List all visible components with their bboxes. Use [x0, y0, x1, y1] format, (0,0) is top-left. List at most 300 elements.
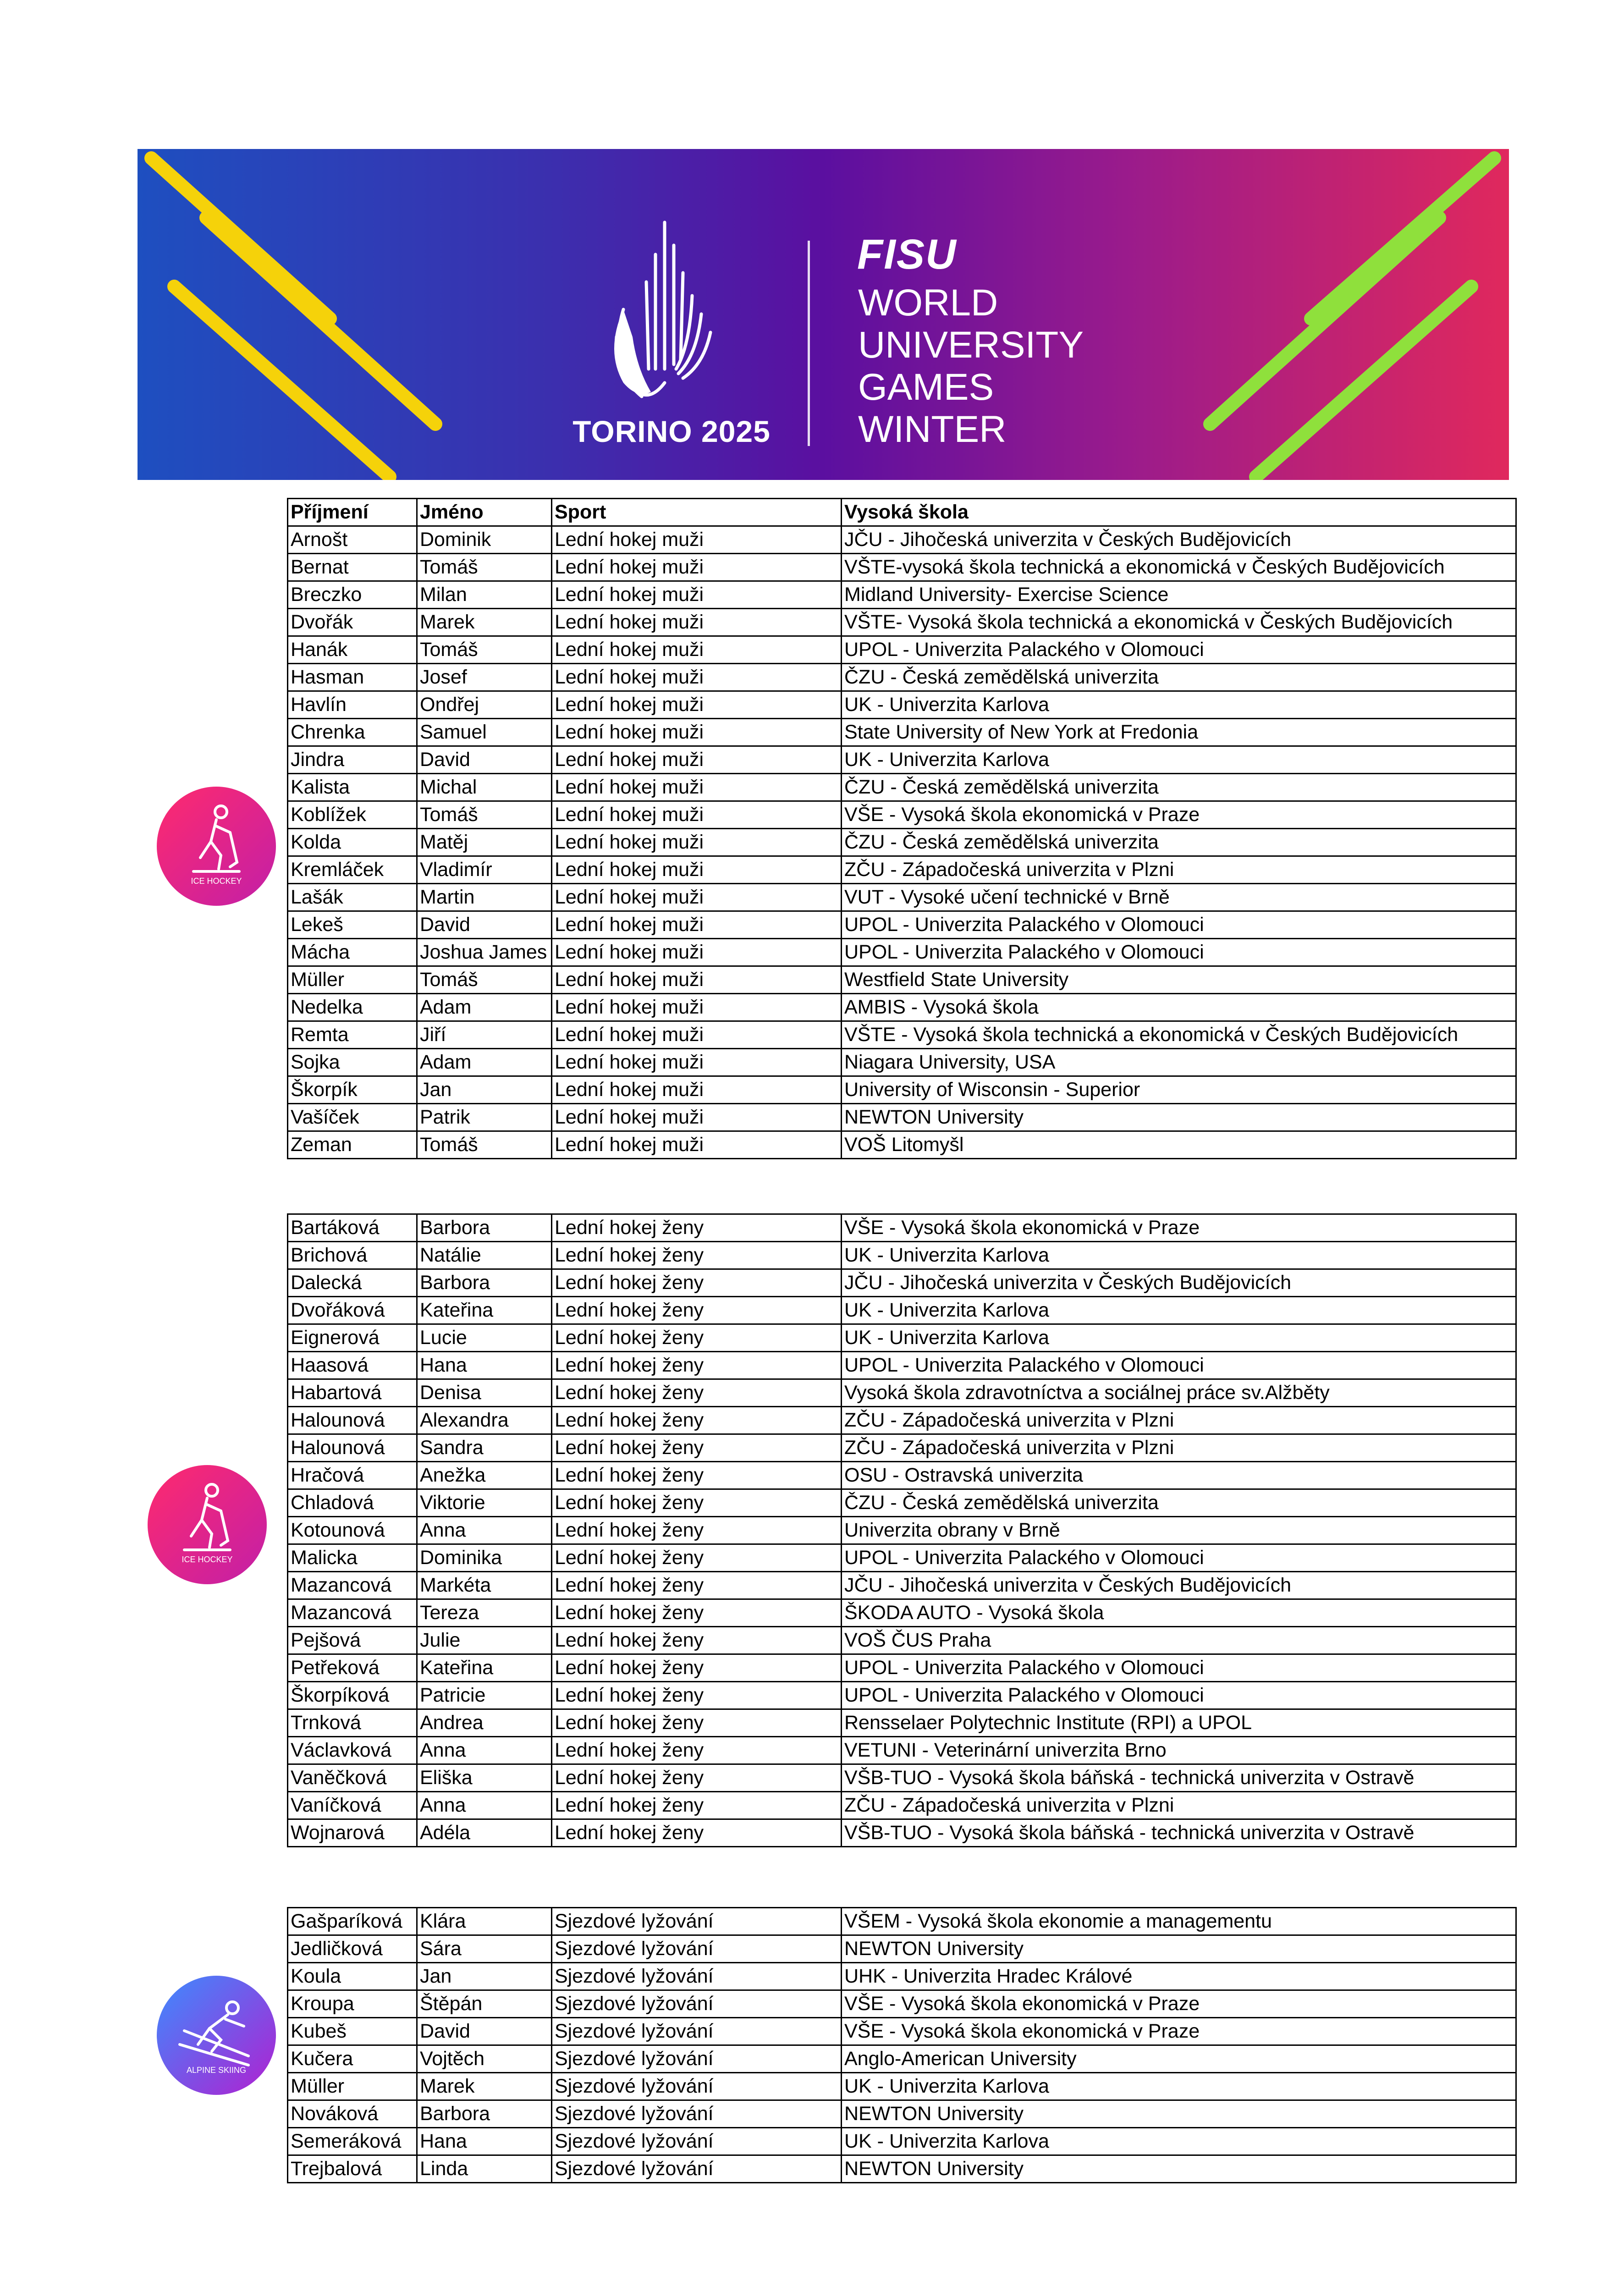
- cell-sport: Sjezdové lyžování: [552, 2100, 842, 2128]
- cell-surname: Dvořáková: [288, 1297, 417, 1324]
- cell-sport: Lední hokej ženy: [552, 1379, 842, 1407]
- cell-university: UK - Univerzita Karlova: [842, 1242, 1516, 1269]
- cell-university: Rensselaer Polytechnic Institute (RPI) a UPOL: [842, 1709, 1516, 1737]
- banner-stripes: [138, 149, 1509, 480]
- table-row: [288, 609, 1516, 636]
- cell-university: UPOL - Univerzita Palackého v Olomouci: [842, 1654, 1516, 1682]
- cell-sport: Lední hokej ženy: [552, 1269, 842, 1297]
- cell-name: Jiří: [417, 1021, 552, 1049]
- cell-surname: Kubeš: [288, 2018, 417, 2045]
- cell-name: Adéla: [417, 1819, 552, 1847]
- cell-university: VŠB-TUO - Vysoká škola báňská - technická univerzita v Ostravě: [842, 1764, 1516, 1792]
- table-row: [288, 526, 1516, 554]
- cell-sport: Lední hokej muži: [552, 939, 842, 966]
- cell-surname: Trejbalová: [288, 2155, 417, 2183]
- torino-emblem-icon: [596, 218, 733, 410]
- cell-surname: Pejšová: [288, 1627, 417, 1654]
- cell-university: ČZU - Česká zemědělská univerzita: [842, 1489, 1516, 1517]
- cell-name: Sára: [417, 1935, 552, 1963]
- cell-surname: Jedličková: [288, 1935, 417, 1963]
- cell-sport: Sjezdové lyžování: [552, 1908, 842, 1935]
- cell-sport: Lední hokej muži: [552, 884, 842, 911]
- games-line-4: WINTER: [858, 408, 1007, 450]
- cell-sport: Sjezdové lyžování: [552, 2073, 842, 2100]
- cell-surname: Zeman: [288, 1131, 417, 1159]
- cell-name: David: [417, 746, 552, 774]
- alpine-skiing-badge-label: ALPINE SKIING: [186, 2066, 247, 2075]
- cell-university: VŠE - Vysoká škola ekonomická v Praze: [842, 1214, 1516, 1242]
- cell-surname: Vaněčková: [288, 1764, 417, 1792]
- cell-name: Sandra: [417, 1434, 552, 1462]
- cell-sport: Lední hokej muži: [552, 1076, 842, 1104]
- cell-university: UK - Univerzita Karlova: [842, 691, 1516, 719]
- cell-sport: Lední hokej ženy: [552, 1462, 842, 1489]
- cell-name: Markéta: [417, 1572, 552, 1599]
- cell-name: Hana: [417, 2128, 552, 2155]
- cell-surname: Remta: [288, 1021, 417, 1049]
- table-row: [288, 2100, 1516, 2128]
- cell-sport: Lední hokej ženy: [552, 1214, 842, 1242]
- table-row: [288, 1352, 1516, 1379]
- cell-university: Midland University- Exercise Science: [842, 581, 1516, 609]
- header-university: Vysoká škola: [842, 499, 1516, 526]
- cell-sport: Lední hokej ženy: [552, 1407, 842, 1434]
- cell-surname: Vašíček: [288, 1104, 417, 1131]
- table-row: [288, 1407, 1516, 1434]
- cell-name: Denisa: [417, 1379, 552, 1407]
- cell-surname: Mácha: [288, 939, 417, 966]
- cell-name: Eliška: [417, 1764, 552, 1792]
- skiing-table-body: [288, 1908, 1516, 2183]
- cell-surname: Kučera: [288, 2045, 417, 2073]
- cell-sport: Lední hokej ženy: [552, 1489, 842, 1517]
- cell-surname: Bernat: [288, 554, 417, 581]
- cell-sport: Lední hokej muži: [552, 691, 842, 719]
- cell-surname: Chladová: [288, 1489, 417, 1517]
- cell-surname: Hasman: [288, 664, 417, 691]
- cell-name: Barbora: [417, 1214, 552, 1242]
- cell-name: Kateřina: [417, 1297, 552, 1324]
- cell-university: ČZU - Česká zemědělská univerzita: [842, 829, 1516, 856]
- cell-name: Tomáš: [417, 554, 552, 581]
- cell-surname: Haasová: [288, 1352, 417, 1379]
- cell-surname: Nedelka: [288, 994, 417, 1021]
- ice-hockey-women-badge-label: ICE HOCKEY: [182, 1555, 233, 1564]
- cell-sport: Lední hokej ženy: [552, 1654, 842, 1682]
- cell-sport: Lední hokej ženy: [552, 1297, 842, 1324]
- cell-sport: Lední hokej ženy: [552, 1517, 842, 1544]
- table-row: [288, 1462, 1516, 1489]
- cell-name: Vladimír: [417, 856, 552, 884]
- table-row: [288, 1990, 1516, 2018]
- cell-university: UK - Univerzita Karlova: [842, 2073, 1516, 2100]
- games-line-2: UNIVERSITY: [858, 324, 1084, 366]
- cell-sport: Lední hokej muži: [552, 966, 842, 994]
- cell-name: Klára: [417, 1908, 552, 1935]
- table-row: [288, 884, 1516, 911]
- men-table-body: [288, 526, 1516, 1159]
- table-row: [288, 1682, 1516, 1709]
- cell-university: UPOL - Univerzita Palackého v Olomouci: [842, 1682, 1516, 1709]
- table-row: [288, 1654, 1516, 1682]
- cell-university: UPOL - Univerzita Palackého v Olomouci: [842, 911, 1516, 939]
- cell-name: Tomáš: [417, 1131, 552, 1159]
- cell-name: Marek: [417, 609, 552, 636]
- games-line-3: GAMES: [858, 366, 994, 408]
- table-row: [288, 1489, 1516, 1517]
- alpine-skiing-badge: [157, 1976, 276, 2095]
- cell-university: UK - Univerzita Karlova: [842, 746, 1516, 774]
- cell-name: Tereza: [417, 1599, 552, 1627]
- cell-sport: Sjezdové lyžování: [552, 2045, 842, 2073]
- table-row: [288, 2073, 1516, 2100]
- cell-surname: Koula: [288, 1963, 417, 1990]
- table-row: [288, 1627, 1516, 1654]
- cell-surname: Arnošt: [288, 526, 417, 554]
- cell-name: Viktorie: [417, 1489, 552, 1517]
- cell-sport: Sjezdové lyžování: [552, 1935, 842, 1963]
- cell-name: Kateřina: [417, 1654, 552, 1682]
- cell-surname: Brichová: [288, 1242, 417, 1269]
- cell-surname: Škorpík: [288, 1076, 417, 1104]
- cell-university: UHK - Univerzita Hradec Králové: [842, 1963, 1516, 1990]
- table-header-row: [288, 499, 1516, 526]
- ice-hockey-men-badge: [157, 787, 276, 906]
- cell-sport: Lední hokej muži: [552, 856, 842, 884]
- cell-surname: Vaníčková: [288, 1792, 417, 1819]
- cell-name: Vojtěch: [417, 2045, 552, 2073]
- cell-name: Lucie: [417, 1324, 552, 1352]
- cell-sport: Lední hokej muži: [552, 994, 842, 1021]
- header-name: Jméno: [417, 499, 552, 526]
- cell-name: Joshua James: [417, 939, 552, 966]
- cell-sport: Lední hokej ženy: [552, 1352, 842, 1379]
- cell-university: UK - Univerzita Karlova: [842, 1324, 1516, 1352]
- table-row: [288, 1269, 1516, 1297]
- cell-sport: Lední hokej muži: [552, 526, 842, 554]
- cell-sport: Sjezdové lyžování: [552, 2155, 842, 2183]
- cell-university: VŠE - Vysoká škola ekonomická v Praze: [842, 1990, 1516, 2018]
- table-row: [288, 1935, 1516, 1963]
- cell-name: Štěpán: [417, 1990, 552, 2018]
- games-line-1: WORLD: [858, 282, 998, 324]
- cell-name: Jan: [417, 1076, 552, 1104]
- table-row: [288, 1517, 1516, 1544]
- cell-university: VETUNI - Veterinární univerzita Brno: [842, 1737, 1516, 1764]
- cell-name: Anežka: [417, 1462, 552, 1489]
- table-row: [288, 1819, 1516, 1847]
- cell-surname: Sojka: [288, 1049, 417, 1076]
- table-row: [288, 829, 1516, 856]
- cell-sport: Lední hokej muži: [552, 801, 842, 829]
- ice-hockey-icon: [157, 787, 276, 906]
- cell-sport: Lední hokej ženy: [552, 1599, 842, 1627]
- cell-name: Barbora: [417, 2100, 552, 2128]
- cell-sport: Lední hokej muži: [552, 1021, 842, 1049]
- cell-university: VŠE - Vysoká škola ekonomická v Praze: [842, 2018, 1516, 2045]
- cell-name: Andrea: [417, 1709, 552, 1737]
- table-row: [288, 1021, 1516, 1049]
- cell-name: Patrik: [417, 1104, 552, 1131]
- alpine-skiing-icon: [157, 1976, 276, 2095]
- table-row: [288, 664, 1516, 691]
- cell-sport: Lední hokej muži: [552, 746, 842, 774]
- table-row: [288, 1214, 1516, 1242]
- cell-name: Michal: [417, 774, 552, 801]
- cell-surname: Kalista: [288, 774, 417, 801]
- cell-university: VOŠ ČUS Praha: [842, 1627, 1516, 1654]
- cell-sport: Lední hokej ženy: [552, 1682, 842, 1709]
- cell-surname: Mazancová: [288, 1599, 417, 1627]
- ice-hockey-men-badge-label: ICE HOCKEY: [191, 876, 242, 886]
- cell-name: Barbora: [417, 1269, 552, 1297]
- cell-sport: Lední hokej muži: [552, 1049, 842, 1076]
- cell-surname: Škorpíková: [288, 1682, 417, 1709]
- cell-surname: Halounová: [288, 1434, 417, 1462]
- cell-surname: Mazancová: [288, 1572, 417, 1599]
- table-row: [288, 774, 1516, 801]
- cell-surname: Kotounová: [288, 1517, 417, 1544]
- cell-surname: Wojnarová: [288, 1819, 417, 1847]
- cell-name: Samuel: [417, 719, 552, 746]
- cell-name: Tomáš: [417, 966, 552, 994]
- event-name: TORINO 2025: [573, 414, 771, 448]
- cell-name: Dominik: [417, 526, 552, 554]
- cell-university: Westfield State University: [842, 966, 1516, 994]
- cell-university: VŠTE - Vysoká škola technická a ekonomická v Českých Budějovicích: [842, 1021, 1516, 1049]
- cell-name: Julie: [417, 1627, 552, 1654]
- cell-sport: Lední hokej ženy: [552, 1792, 842, 1819]
- cell-university: ČZU - Česká zemědělská univerzita: [842, 664, 1516, 691]
- cell-surname: Lekeš: [288, 911, 417, 939]
- cell-sport: Lední hokej muži: [552, 1131, 842, 1159]
- table-row: [288, 856, 1516, 884]
- table-row: [288, 1242, 1516, 1269]
- table-row: [288, 2045, 1516, 2073]
- cell-surname: Lašák: [288, 884, 417, 911]
- cell-name: David: [417, 2018, 552, 2045]
- cell-sport: Lední hokej muži: [552, 1104, 842, 1131]
- cell-university: Univerzita obrany v Brně: [842, 1517, 1516, 1544]
- cell-name: Ondřej: [417, 691, 552, 719]
- cell-surname: Jindra: [288, 746, 417, 774]
- table-row: [288, 1104, 1516, 1131]
- cell-name: Tomáš: [417, 801, 552, 829]
- table-row: [288, 911, 1516, 939]
- table-row: [288, 1131, 1516, 1159]
- cell-surname: Kolda: [288, 829, 417, 856]
- cell-surname: Dvořák: [288, 609, 417, 636]
- cell-sport: Lední hokej muži: [552, 554, 842, 581]
- table-row: [288, 1379, 1516, 1407]
- cell-sport: Sjezdové lyžování: [552, 1990, 842, 2018]
- cell-name: Anna: [417, 1517, 552, 1544]
- header-surname: Příjmení: [288, 499, 417, 526]
- cell-university: State University of New York at Fredonia: [842, 719, 1516, 746]
- cell-sport: Lední hokej muži: [552, 581, 842, 609]
- cell-sport: Lední hokej ženy: [552, 1572, 842, 1599]
- banner-divider: [808, 241, 810, 446]
- table-row: [288, 1709, 1516, 1737]
- table-row: [288, 1963, 1516, 1990]
- cell-university: JČU - Jihočeská univerzita v Českých Budějovicích: [842, 1269, 1516, 1297]
- cell-sport: Lední hokej ženy: [552, 1819, 842, 1847]
- event-banner: [138, 149, 1509, 480]
- cell-university: UPOL - Univerzita Palackého v Olomouci: [842, 1544, 1516, 1572]
- cell-name: Marek: [417, 2073, 552, 2100]
- cell-surname: Bartáková: [288, 1214, 417, 1242]
- alpine-skiing-table: [287, 1907, 1517, 2183]
- cell-surname: Semeráková: [288, 2128, 417, 2155]
- cell-university: University of Wisconsin - Superior: [842, 1076, 1516, 1104]
- table-row: [288, 581, 1516, 609]
- cell-university: OSU - Ostravská univerzita: [842, 1462, 1516, 1489]
- cell-surname: Nováková: [288, 2100, 417, 2128]
- cell-university: ZČU - Západočeská univerzita v Plzni: [842, 1792, 1516, 1819]
- cell-university: NEWTON University: [842, 1935, 1516, 1963]
- ice-hockey-women-badge: [148, 1465, 267, 1584]
- cell-sport: Lední hokej muži: [552, 911, 842, 939]
- cell-sport: Lední hokej muži: [552, 719, 842, 746]
- table-row: [288, 994, 1516, 1021]
- table-row: [288, 2018, 1516, 2045]
- cell-university: NEWTON University: [842, 2155, 1516, 2183]
- cell-name: Anna: [417, 1792, 552, 1819]
- cell-university: UK - Univerzita Karlova: [842, 1297, 1516, 1324]
- cell-university: JČU - Jihočeská univerzita v Českých Budějovicích: [842, 526, 1516, 554]
- cell-university: VŠTE-vysoká škola technická a ekonomická v Českých Budějovicích: [842, 554, 1516, 581]
- cell-name: Natálie: [417, 1242, 552, 1269]
- table-row: [288, 2128, 1516, 2155]
- table-row: [288, 801, 1516, 829]
- table-row: [288, 966, 1516, 994]
- men-ice-hockey-table: [287, 498, 1517, 1159]
- cell-name: Anna: [417, 1737, 552, 1764]
- cell-sport: Sjezdové lyžování: [552, 2128, 842, 2155]
- table-row: [288, 939, 1516, 966]
- cell-surname: Václavková: [288, 1737, 417, 1764]
- cell-surname: Müller: [288, 966, 417, 994]
- cell-university: VŠE - Vysoká škola ekonomická v Praze: [842, 801, 1516, 829]
- cell-name: Jan: [417, 1963, 552, 1990]
- table-row: [288, 2155, 1516, 2183]
- table-row: [288, 1544, 1516, 1572]
- table-row: [288, 1076, 1516, 1104]
- cell-university: Vysoká škola zdravotníctva a sociálnej práce sv.Alžběty: [842, 1379, 1516, 1407]
- cell-surname: Halounová: [288, 1407, 417, 1434]
- cell-sport: Sjezdové lyžování: [552, 1963, 842, 1990]
- table-row: [288, 746, 1516, 774]
- cell-surname: Habartová: [288, 1379, 417, 1407]
- cell-surname: Koblížek: [288, 801, 417, 829]
- cell-sport: Lední hokej ženy: [552, 1709, 842, 1737]
- cell-university: VUT - Vysoké učení technické v Brně: [842, 884, 1516, 911]
- table-row: [288, 1434, 1516, 1462]
- cell-surname: Dalecká: [288, 1269, 417, 1297]
- cell-surname: Malicka: [288, 1544, 417, 1572]
- cell-name: Adam: [417, 994, 552, 1021]
- table-row: [288, 1572, 1516, 1599]
- cell-name: Milan: [417, 581, 552, 609]
- cell-university: VŠTE- Vysoká škola technická a ekonomická v Českých Budějovicích: [842, 609, 1516, 636]
- cell-university: NEWTON University: [842, 2100, 1516, 2128]
- cell-surname: Havlín: [288, 691, 417, 719]
- cell-university: VOŠ Litomyšl: [842, 1131, 1516, 1159]
- cell-sport: Lední hokej ženy: [552, 1627, 842, 1654]
- cell-surname: Gašparíková: [288, 1908, 417, 1935]
- cell-sport: Lední hokej ženy: [552, 1737, 842, 1764]
- cell-name: Matěj: [417, 829, 552, 856]
- cell-university: Niagara University, USA: [842, 1049, 1516, 1076]
- cell-name: Patricie: [417, 1682, 552, 1709]
- cell-university: NEWTON University: [842, 1104, 1516, 1131]
- cell-name: Josef: [417, 664, 552, 691]
- cell-sport: Lední hokej muži: [552, 664, 842, 691]
- cell-surname: Hanák: [288, 636, 417, 664]
- cell-sport: Lední hokej muži: [552, 609, 842, 636]
- cell-sport: Lední hokej ženy: [552, 1434, 842, 1462]
- cell-university: AMBIS - Vysoká škola: [842, 994, 1516, 1021]
- cell-sport: Lední hokej muži: [552, 774, 842, 801]
- cell-sport: Lední hokej ženy: [552, 1544, 842, 1572]
- table-row: [288, 1297, 1516, 1324]
- cell-surname: Chrenka: [288, 719, 417, 746]
- cell-name: Adam: [417, 1049, 552, 1076]
- table-row: [288, 1792, 1516, 1819]
- cell-surname: Breczko: [288, 581, 417, 609]
- header-sport: Sport: [552, 499, 842, 526]
- women-table-body: [288, 1214, 1516, 1847]
- cell-university: UK - Univerzita Karlova: [842, 2128, 1516, 2155]
- cell-university: ŠKODA AUTO - Vysoká škola: [842, 1599, 1516, 1627]
- cell-sport: Lední hokej muži: [552, 636, 842, 664]
- table-row: [288, 1764, 1516, 1792]
- cell-sport: Lední hokej ženy: [552, 1764, 842, 1792]
- table-row: [288, 554, 1516, 581]
- cell-name: Hana: [417, 1352, 552, 1379]
- cell-university: Anglo-American University: [842, 2045, 1516, 2073]
- cell-university: ČZU - Česká zemědělská univerzita: [842, 774, 1516, 801]
- cell-university: ZČU - Západočeská univerzita v Plzni: [842, 1407, 1516, 1434]
- cell-sport: Sjezdové lyžování: [552, 2018, 842, 2045]
- cell-surname: Petřeková: [288, 1654, 417, 1682]
- ice-hockey-icon: [148, 1465, 267, 1584]
- cell-name: Alexandra: [417, 1407, 552, 1434]
- cell-university: UPOL - Univerzita Palackého v Olomouci: [842, 1352, 1516, 1379]
- cell-name: Dominika: [417, 1544, 552, 1572]
- cell-university: JČU - Jihočeská univerzita v Českých Budějovicích: [842, 1572, 1516, 1599]
- cell-sport: Lední hokej muži: [552, 829, 842, 856]
- cell-surname: Hračová: [288, 1462, 417, 1489]
- table-row: [288, 636, 1516, 664]
- table-row: [288, 1324, 1516, 1352]
- cell-university: UPOL - Univerzita Palackého v Olomouci: [842, 939, 1516, 966]
- cell-name: Tomáš: [417, 636, 552, 664]
- cell-name: Martin: [417, 884, 552, 911]
- cell-university: ZČU - Západočeská univerzita v Plzni: [842, 1434, 1516, 1462]
- table-row: [288, 1049, 1516, 1076]
- cell-university: UPOL - Univerzita Palackého v Olomouci: [842, 636, 1516, 664]
- cell-name: David: [417, 911, 552, 939]
- cell-university: ZČU - Západočeská univerzita v Plzni: [842, 856, 1516, 884]
- table-row: [288, 1908, 1516, 1935]
- cell-surname: Eignerová: [288, 1324, 417, 1352]
- table-row: [288, 1599, 1516, 1627]
- cell-sport: Lední hokej ženy: [552, 1242, 842, 1269]
- cell-surname: Trnková: [288, 1709, 417, 1737]
- cell-surname: Kremláček: [288, 856, 417, 884]
- fisu-logo-text: FISU: [857, 231, 957, 278]
